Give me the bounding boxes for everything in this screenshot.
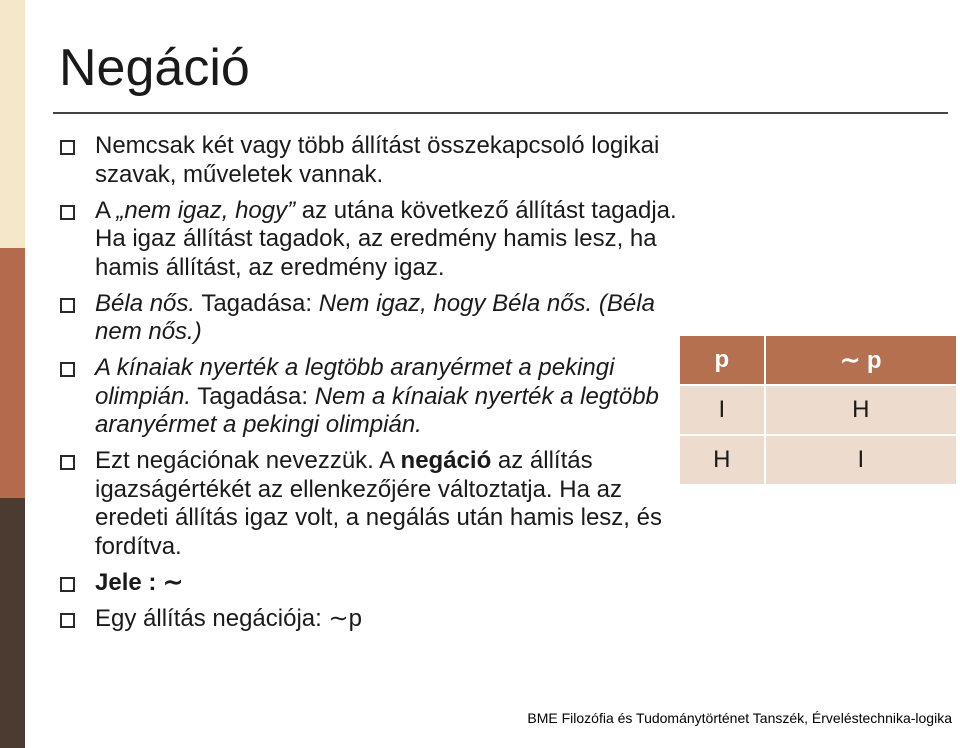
truth-table-row <box>679 385 957 435</box>
square-bullet-icon <box>60 577 75 592</box>
title-divider <box>53 112 948 114</box>
truth-table-cell: I <box>765 435 957 485</box>
truth-table-header-row <box>679 335 957 385</box>
square-bullet-icon <box>60 140 75 155</box>
bullet-item <box>60 132 680 189</box>
bullet-text-part: A <box>95 196 117 224</box>
bullet-text-part: Tagadása: <box>191 382 315 410</box>
square-bullet-icon <box>60 613 75 628</box>
slide-title: Negáció <box>59 39 250 97</box>
bullet-text-bold: Jele : ∼ <box>95 568 184 596</box>
footer-text: BME Filozófia és Tudománytörténet Tanszék, Érveléstechnika-logika <box>527 710 952 726</box>
bullet-text-part: az utána következő állítást tagadja. Ha igaz állítást tagadok, az eredmény hamis lesz, ha hamis állítást, az eredmény igaz. <box>95 196 677 281</box>
bullet-item <box>60 447 680 561</box>
truth-table-cell: H <box>765 385 957 435</box>
bullet-text-part: az állítás igazságértékét az ellenkezőjére változtatja. Ha az eredeti állítás igaz volt, a negálás után hamis lesz, és fordítva. <box>95 447 662 560</box>
truth-table-header: ∼ p <box>765 335 957 385</box>
bullet-text-italic: Béla nős. <box>95 289 196 317</box>
bullet-text-italic: Nem igaz, hogy Béla nős. (Béla nem nős.) <box>95 289 655 345</box>
bullet-item <box>60 197 680 283</box>
bullet-text: Nemcsak két vagy több állítást összekapcsoló logikai szavak, műveletek vannak. <box>95 132 660 188</box>
sidebar-stripe-rust <box>0 248 25 498</box>
square-bullet-icon <box>60 298 75 313</box>
sidebar-stripe-brown <box>0 498 25 748</box>
bullet-text-italic: „nem igaz, hogy” <box>116 196 296 224</box>
bullet-text: Egy állítás negációja: ∼p <box>95 604 362 632</box>
bullet-item <box>60 290 680 347</box>
square-bullet-icon <box>60 455 75 470</box>
bullet-list <box>60 132 680 641</box>
truth-table-header: p <box>679 335 765 385</box>
square-bullet-icon <box>60 362 75 377</box>
truth-table-cell: H <box>679 435 765 485</box>
bullet-text-part: Tagadása: <box>195 289 319 317</box>
square-bullet-icon <box>60 205 75 220</box>
bullet-item <box>60 605 680 634</box>
truth-table <box>678 334 958 486</box>
bullet-text-italic: A kínaiak nyerték a legtöbb aranyérmet a pekingi olimpián. <box>95 354 615 410</box>
bullet-text-part: Ezt negációnak nevezzük. A <box>95 447 401 474</box>
sidebar-stripe-cream <box>0 0 25 248</box>
bullet-text-bold: negáció <box>400 447 492 474</box>
bullet-item <box>60 569 680 598</box>
bullet-text-italic: Nem a kínaiak nyerték a legtöbb aranyérmet a pekingi olimpián. <box>95 382 659 438</box>
truth-table-cell: I <box>679 385 765 435</box>
truth-table-row <box>679 435 957 485</box>
bullet-item <box>60 354 680 440</box>
